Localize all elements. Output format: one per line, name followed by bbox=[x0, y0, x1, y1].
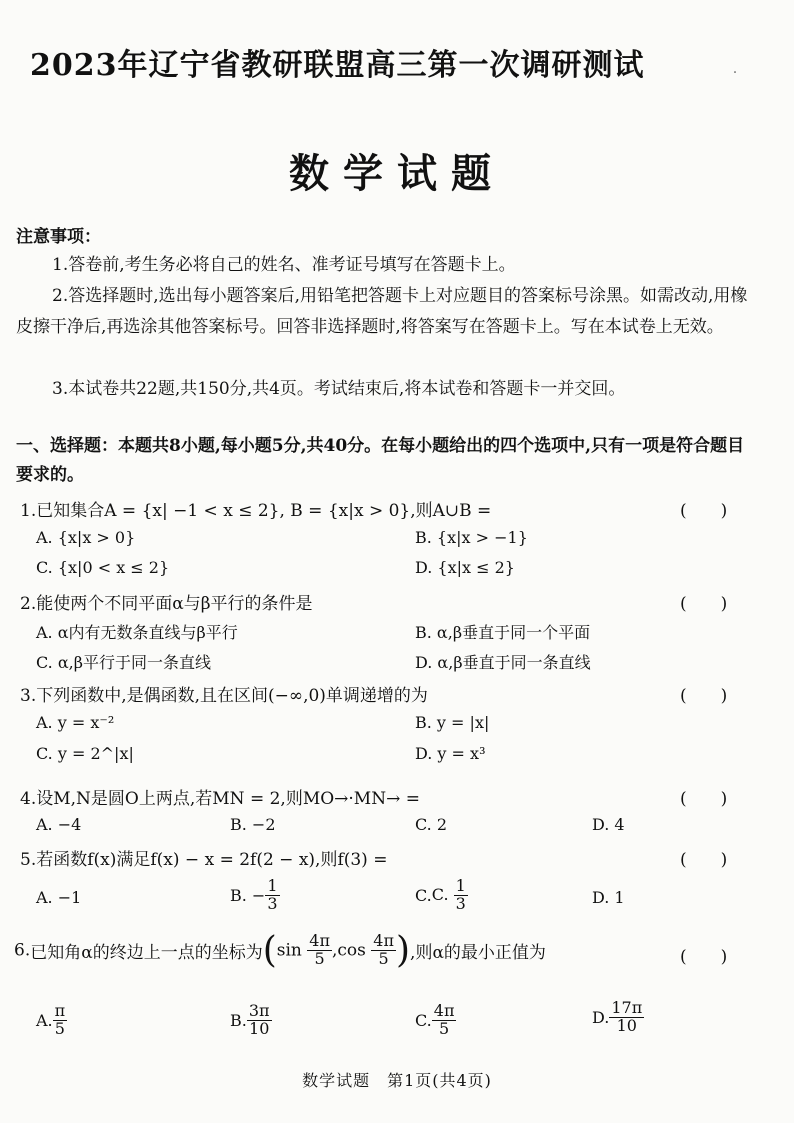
option-c: C. α,β平行于同一条直线 bbox=[36, 653, 211, 672]
notice-item-2: 2.答选择题时,选出每小题答案后,用铅笔把答题卡上对应题目的答案标号涂黑。如需改动,用橡皮擦干净后,再选涂其他答案标号。回答非选择题时,将答案写在答题卡上。写在本试卷上无效。 bbox=[16, 286, 748, 337]
exam-title: 2023年辽宁省教研联盟高三第一次调研测试 bbox=[30, 48, 645, 83]
notice-item-3: 3.本试卷共22题,共150分,共4页。考试结束后,将本试卷和答题卡一并交回。 bbox=[52, 379, 626, 399]
option-c: C. y = 2^|x| bbox=[36, 744, 134, 763]
option-b: B. y = |x| bbox=[415, 713, 490, 732]
option-a: A. y = x⁻² bbox=[36, 713, 115, 732]
question-6-stem: 6.已知角α的终边上一点的坐标为(sin $\frac{4\pi}{5}$ ,cos $\frac{4\pi}{5}$ ),则α的最小正值为 bbox=[14, 930, 546, 971]
question-1-stem: 1.已知集合A = {x| −1 < x ≤ 2}, B = {x|x > 0},则A∪B = bbox=[20, 501, 492, 521]
section-heading: 一、选择题：本题共8小题,每小题5分,共40分。在每小题给出的四个选项中,只有一项是符合题目要求的。 bbox=[16, 436, 745, 485]
fraction-seventeen-pi-over-ten: $\frac{17\pi}{10}$ bbox=[611, 998, 643, 1035]
question-3-stem: 3.下列函数中,是偶函数,且在区间(−∞,0)单调递增的为 bbox=[20, 686, 428, 706]
option-b: B. {x|x > −1} bbox=[415, 528, 528, 547]
option-d: D. α,β垂直于同一条直线 bbox=[415, 653, 591, 672]
option-a: A. $\frac{\pi}{5}$ bbox=[36, 1001, 66, 1038]
fraction-four-pi-over-five: $\frac{4\pi}{5}$ bbox=[373, 931, 394, 968]
answer-paren: ( ) bbox=[680, 947, 728, 967]
option-d: D. y = x³ bbox=[415, 744, 486, 763]
answer-paren: ( ) bbox=[680, 501, 728, 521]
fraction-four-pi-over-five: $\frac{4\pi}{5}$ bbox=[433, 1001, 455, 1038]
question-number: 6. bbox=[14, 940, 31, 961]
fraction-one-third: $\frac{1}{3}$ bbox=[455, 876, 466, 913]
question-5-stem: 5.若函数f(x)满足f(x) − x = 2f(2 − x),则f(3) = bbox=[20, 850, 388, 870]
question-number: 5. bbox=[20, 850, 37, 870]
notice-item-1: 1.答卷前,考生务必将自己的姓名、准考证号填写在答题卡上。 bbox=[52, 255, 516, 275]
answer-paren: ( ) bbox=[680, 686, 728, 706]
option-d: D. 1 bbox=[592, 888, 625, 907]
option-b: B. $\frac{3\pi}{10}$ bbox=[230, 1001, 270, 1038]
option-a: A. {x|x > 0} bbox=[36, 528, 136, 547]
option-a: A. α内有无数条直线与β平行 bbox=[36, 623, 238, 642]
option-a: A. −4 bbox=[36, 815, 82, 834]
option-d: D. {x|x ≤ 2} bbox=[415, 558, 515, 577]
question-2-stem: 2.能使两个不同平面α与β平行的条件是 bbox=[20, 594, 313, 614]
option-a: A. −1 bbox=[36, 888, 82, 907]
question-number: 4. bbox=[20, 789, 37, 809]
fraction-pi-over-five: $\frac{\pi}{5}$ bbox=[54, 1001, 66, 1038]
option-b: B. − $\frac{1}{3}$ bbox=[230, 876, 278, 913]
notice-heading: 注意事项： bbox=[16, 227, 101, 247]
question-number: 1. bbox=[20, 501, 37, 521]
scan-mark: ・ bbox=[730, 68, 740, 79]
answer-paren: ( ) bbox=[680, 789, 728, 809]
option-b: B. −2 bbox=[230, 815, 276, 834]
fraction-three-pi-over-ten: $\frac{3\pi}{10}$ bbox=[248, 1001, 270, 1038]
answer-paren: ( ) bbox=[680, 594, 728, 614]
fraction-one-third: $\frac{1}{3}$ bbox=[267, 876, 278, 913]
option-d: D. 4 bbox=[592, 815, 625, 834]
option-b: B. α,β垂直于同一个平面 bbox=[415, 623, 591, 642]
question-number: 3. bbox=[20, 686, 37, 706]
page-footer: 数学试题 第1页(共4页) bbox=[302, 1071, 492, 1090]
option-c: C. 2 bbox=[415, 815, 448, 834]
question-number: 2. bbox=[20, 594, 37, 614]
option-c: C.C. $\frac{1}{3}$ bbox=[415, 876, 466, 913]
subject-title: 数学试题 bbox=[289, 150, 505, 197]
option-c: C. {x|0 < x ≤ 2} bbox=[36, 558, 170, 577]
option-c: C. $\frac{4\pi}{5}$ bbox=[415, 1001, 455, 1038]
fraction-four-pi-over-five: $\frac{4\pi}{5}$ bbox=[309, 931, 330, 968]
option-d: D. $\frac{17\pi}{10}$ bbox=[592, 998, 643, 1035]
answer-paren: ( ) bbox=[680, 850, 728, 870]
question-4-stem: 4.设M,N是圆O上两点,若MN = 2,则MO→·MN→ = bbox=[20, 789, 420, 809]
